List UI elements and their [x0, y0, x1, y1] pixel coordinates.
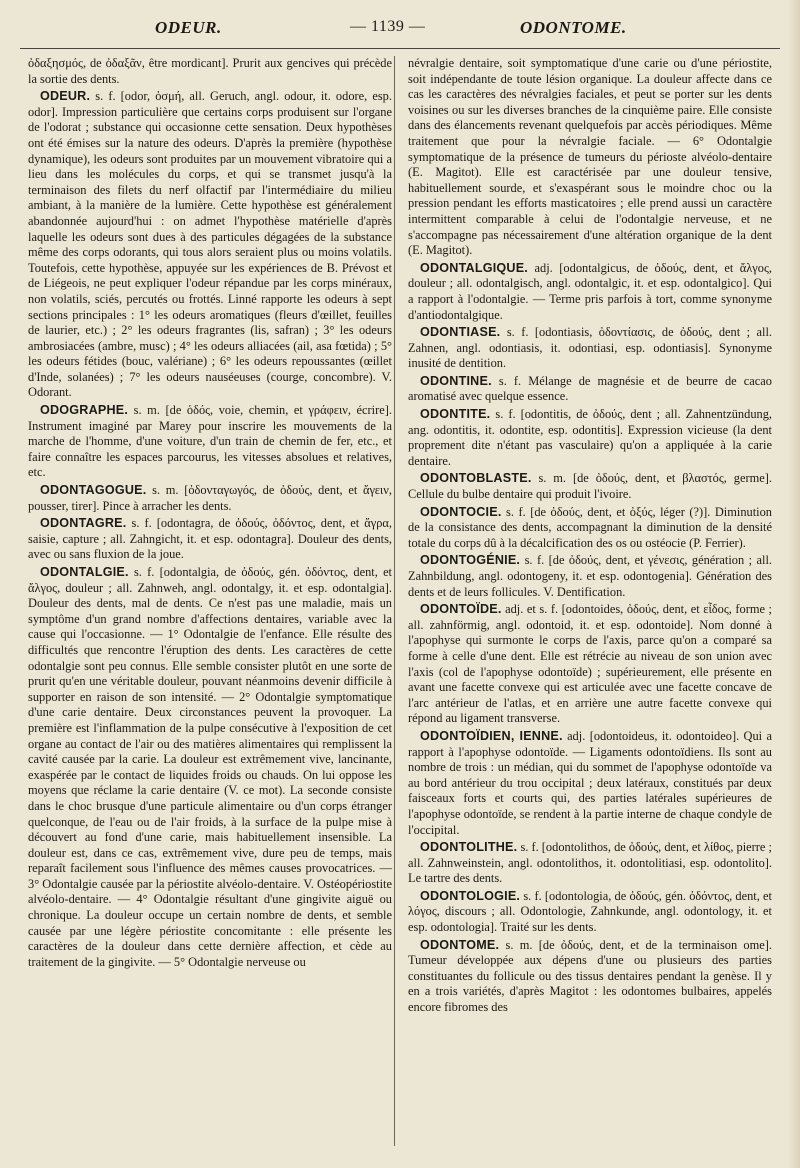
column-divider — [394, 56, 395, 1146]
entry-text: [odor, ὀσμή, all. Geruch, angl. odour, it. odore, esp. odor]. Impression particulière que certains corps produisent sur l'organe de l'odorat ; substance qui occasionne cette sensation. Deux hypothèses ont été émises sur la nature des odeurs. D'après la première (hypothèse dynamique), les odeurs sont produites par un mouvement vibratoire qui a lieu dans les molécules du corps, et qui se transmet jusqu'à la terminaison des filets du nerf olfactif par l'intermédiaire du milieu ambiant, à la manière de la lumière. Cette hypothèse est généralement abandonnée aujourd'hui : on admet l'hypothèse matérielle d'après laquelle les odeurs sont dues à des particules dégagées de la substance même des corps odorants, qui tous alors seraient plus ou moins volatils. Toutefois, cette hypothèse, appuyée sur les expériences de B. Prévost et de Liégeois, ne peut expliquer l'odeur répandue par les corps minéraux, non volatils, sciés, percutés ou frottés. Linné rapporte les odeurs à sept sections principales : 1° les odeurs aromatiques (fleurs d'œillet, feuilles de laurier, etc.) ; 2° les odeurs fragrantes (lis, safran) ; 3° les odeurs ambrosiacées (ambre, musc) ; 4° les odeurs alliacées (ail, asa fœtida) ; 5° les odeurs fétides (bouc, valériane) ; 6° les odeurs repoussantes (œillet d'Inde, solanées) ; 7° les odeurs nauséeuses (courge, concombre). V. Odorant. — [28, 89, 392, 400]
entry-continuation — [28, 56, 392, 87]
entry-headword: ODONTIASE. — [420, 325, 501, 340]
entry-text: [ὀδονταγωγός, de ὀδούς, dent, et ἄγειν, pousser, tirer]. Pince à arracher les dents. — [28, 483, 392, 513]
running-head-right: ODONTOME. — [520, 18, 627, 37]
dictionary-entry — [408, 889, 772, 936]
entry-headword: ODONTOÏDE. — [420, 602, 502, 617]
running-head — [0, 12, 800, 46]
entry-headword: ODONTOME. — [420, 937, 500, 952]
entry-text: [de ὀδούς, dent, et de la terminaison ome]. Tumeur développée aux dépens d'une ou plusieurs des parties constituantes du follicule ou des tissus dentaires pendant la genèse. Il y en a trois variétés, d'après Magitot : les odontomes bulbaires, appelés encore fibromes des — [408, 937, 772, 1015]
entry-grammar: s. f. — [524, 553, 545, 568]
entry-headword: ODONTITE. — [420, 407, 491, 422]
entry-grammar: adj. — [567, 728, 586, 743]
entry-headword: ODONTALGIQUE. — [420, 260, 529, 275]
entry-text: [odontagra, de ὀδούς, ὀδόντος, dent, et ἄγρα, saisie, capture ; all. Zahngicht, it. et esp. odontagra]. Douleur des dents, avec ou sans fluxion de la joue. — [28, 516, 393, 562]
dictionary-entry — [408, 729, 772, 838]
entry-grammar: s. f. — [131, 516, 152, 531]
entry-headword: ODONTALGIE. — [40, 565, 129, 579]
entry-headword: ODONTOLOGIE. — [420, 888, 521, 903]
dictionary-entry — [408, 261, 772, 323]
entry-grammar: s. f. — [498, 373, 522, 388]
dictionary-entry — [408, 471, 772, 502]
dictionary-entry — [28, 516, 392, 563]
running-head-left: ODEUR. — [155, 18, 222, 37]
dictionary-entry — [408, 374, 772, 405]
entry-headword: ODONTAGOGUE. — [40, 483, 147, 498]
entry-grammar: s. m. — [152, 483, 179, 498]
entry-text: [odontolithos, de ὀδούς, dent, et λίθος, pierre ; all. Zahnweinstein, angl. odontolithos, it. odontolitiasi, esp. odontolito]. Le tartre des dents. — [408, 840, 772, 886]
entry-text: [odontologia, de ὀδούς, gén. ὀδόντος, dent, et λόγος, discours ; all. Odontologie, Zahnkunde, angl. odontology, it. et esp. odontologia]. Traité sur les dents. — [408, 888, 772, 935]
entry-headword: ODOGRAPHE. — [40, 403, 129, 418]
entry-grammar: s. m. — [133, 403, 160, 418]
entry-grammar: s. f. — [523, 888, 542, 903]
page-edge-shadow — [788, 0, 800, 1168]
entry-headword: ODONTOÏDIEN, IENNE. — [420, 728, 563, 743]
dictionary-entry — [408, 840, 772, 887]
entry-text: [odontalgicus, de ὀδούς, dent, et ἄλγος, douleur ; all. odontalgisch, angl. odontalgic, it. et esp. odontalgico]. Qui a rapport à l'odontalgie. — Terme pris parfois à tort, comme synonyme d'antiodontalgique. — [408, 260, 772, 322]
entry-text: [de ὀδούς, dent, et γένεσις, génération ; all. Zahnbildung, angl. odontogeny, it. et esp. odontogenia]. Génération des dents et de leurs follicules. V. Dentification. — [408, 553, 772, 599]
dictionary-entry — [408, 553, 772, 600]
entry-text: [odontiasis, ὀδοντίασις, de ὀδούς, dent ; all. Zahnen, angl. odontiasis, it. odontiasi, esp. odontiasis]. Synonyme inusité de dentition. — [408, 325, 772, 371]
entry-text: [odontalgia, de ὀδούς, gén. ὀδόντος, dent, et ἄλγος, douleur ; all. Zahnweh, angl. odontalgy, it. et esp. odontalgia]. Douleur des dents, mal de dents. Ce n'est pas une maladie, mais un symptôme d'un grand nombre d'affections dentaires, variable avec la cause qui l'occasionne. — 1° Odontalgie de l'enfance. Elle résulte des difficultés que rencontre l'éruption des dents. Les caractères de cette odontalgie sont peu connus. Elle semble consister plutôt en une sorte de prurit qu'en une véritable douleur, pouvant néanmoins devenir difficile à supporter en raison de son intensité. — 2° Odontalgie symptomatique d'une carie dentaire. Deux circonstances peuvent la provoquer. La première est l'inflammation de la pulpe consécutive à l'exposition de cet organe au contact de l'air ou des matières alimentaires qui remplissent la cavité causée par la carie. La douleur est extrêmement vive, lancinante, exaspérée par le contact de liquides froids ou chauds. On lui oppose les moyens que réclame la carie dentaire (V. ce mot). La seconde consiste dans le choc brusque d'une particule alimentaire ou d'un corps étranger quelconque, de l'eau ou de l'air froids, à la surface de la pulpe mise à découvert au fond d'une carie, mais habituellement insensible. La douleur est, dans ce cas, extrêmement vive, dure peu de temps, mais reparaît facilement sous l'influence des mêmes causes provocatrices. — 3° Odontalgie causée par la périostite alvéolo-dentaire. V. Ostéopériostite alvéolo-dentaire. — 4° Odontalgie résultant d'une gingivite aiguë ou chronique. La douleur occupe un certain nombre de dents, et semble causée par une légère périostite concomitante : elle présente les caractères de la douleur dans cette dernière affection, et cède au traitement de la gingivite. — 5° Odontalgie nerveuse ou — [28, 565, 393, 969]
entry-grammar: s. f. — [506, 504, 526, 519]
dictionary-entry — [28, 89, 392, 401]
entry-text: [de ὀδούς, dent, et βλαστός, germe]. Cellule du bulbe dentaire qui produit l'ivoire. — [408, 471, 772, 502]
entry-grammar: adj. — [534, 260, 553, 275]
entry-grammar: s. m. — [538, 471, 567, 486]
dictionary-entry — [408, 407, 772, 469]
dictionary-entry — [408, 325, 772, 372]
entry-text: [de ὁδός, voie, chemin, et γράφειν, écrire]. Instrument imaginé par Marey pour inscrire les mouvements de la marche de l'homme, d'une voiture, d'un train de chemin de fer, etc., et faire connaître les espaces parcourus, les vitesses absolues et relatives, etc. — [28, 403, 392, 480]
dictionary-entry — [28, 403, 392, 481]
entry-headword: ODEUR. — [40, 89, 91, 104]
page-number: — 1139 — — [350, 18, 426, 35]
entry-grammar: s. f. — [95, 89, 116, 104]
entry-headword: ODONTOCIE. — [420, 504, 502, 519]
dictionary-entry — [408, 505, 772, 552]
dictionary-entry — [28, 565, 392, 970]
dictionary-entry — [28, 483, 392, 514]
entry-text: Mélange de magnésie et de beurre de cacao aromatisé avec quelque essence. — [408, 373, 772, 404]
left-column — [28, 56, 392, 972]
entry-text: [odontoides, ὀδούς, dent, et εἶδος, forme ; all. zahnförmig, angl. odontoid, it. et esp. odontoide]. Nom donné à l'apophyse qui surmonte le corps de l'axis, parce qu'on a comparé sa forme à celle d'une dent. Elle est rétrécie au niveau de son union avec l'axis (col de l'apophyse odontoïde) ; supérieurement, elle présente en avant une facette convexe qui est articulée avec une facette concave de l'arc antérieur de l'atlas, et en arrière une autre facette convexe qui répond au ligament transverse. — [408, 602, 772, 726]
entry-grammar: s. f. — [520, 840, 539, 855]
entry-text: névralgie dentaire, soit symptomatique d'une carie ou d'une périostite, soit indépendante de toute lésion organique. La douleur affecte dans ce cas les caractères des névralgies faciales, et peut se porter sur les dents voisines ou sur les diverses branches de la cinquième paire. Elle consiste dans des élancements revenant quelquefois par accès périodiques. Même traitement que pour la névralgie faciale. — 6° Odontalgie symptomatique de la présence de tumeurs du périoste alvéolo-dentaire (E. Magitot). Elle est caractérisée par une douleur tensive, habituellement sourde, et s'exaspérant sous le moindre choc ou la pression pendant les efforts masticatoires ; elle prend aussi un caractère intermittent comparable à celui de l'odontalgie nerveuse, et ne s'accompagne pas nécessairement d'une altération organique de la dent (E. Magitot). — [408, 56, 772, 258]
entry-text: ὀδαξησμός, de ὀδαξᾶν, être mordicant]. Prurit aux gencives qui précède la sortie des dents. — [28, 56, 392, 86]
entry-grammar: adj. et s. f. — [505, 602, 559, 617]
entry-text: [odontitis, de ὀδούς, dent ; all. Zahnentzündung, ang. odontitis, it. odontite, esp. odontitis]. Expression vicieuse (la dent proprement dite n'étant pas vasculaire) qu'on a appliquée à la carie dentaire. — [408, 407, 772, 468]
dictionary-entry — [408, 602, 772, 727]
entry-headword: ODONTOBLASTE. — [420, 471, 532, 486]
entry-headword: ODONTOLITHE. — [420, 840, 518, 855]
entry-grammar: s. f. — [133, 565, 155, 579]
entry-text: [de ὀδούς, dent, et ὀξύς, léger (?)]. Diminution de la consistance des dents, accompagnant la diminution de la densité totale du corps dû à la décalcification des os ou ostéocie (P. Ferrier). — [408, 504, 772, 550]
entry-text: [odontoideus, it. odontoideo]. Qui a rapport à l'apophyse odontoïde. — Ligaments odontoïdiens. Ils sont au nombre de trois : un médian, qui du sommet de l'apophyse odontoïde va au bord antérieur du trou occipital ; deux latéraux, constitués par deux faisceaux forts et courts qui, des parties latérales supérieures de l'apophyse odontoïde, se rendent à la partie interne de chaque condyle de l'occipital. — [408, 728, 772, 837]
dictionary-entry — [408, 938, 772, 1016]
entry-headword: ODONTINE. — [420, 373, 492, 388]
right-column — [408, 56, 772, 1018]
header-rule — [20, 48, 780, 49]
entry-grammar: s. m. — [505, 937, 533, 952]
entry-grammar: s. f. — [506, 325, 529, 340]
entry-continuation — [408, 56, 772, 259]
entry-grammar: s. f. — [495, 407, 516, 422]
entry-headword: ODONTOGÉNIE. — [420, 553, 521, 568]
entry-headword: ODONTAGRE. — [40, 516, 127, 531]
